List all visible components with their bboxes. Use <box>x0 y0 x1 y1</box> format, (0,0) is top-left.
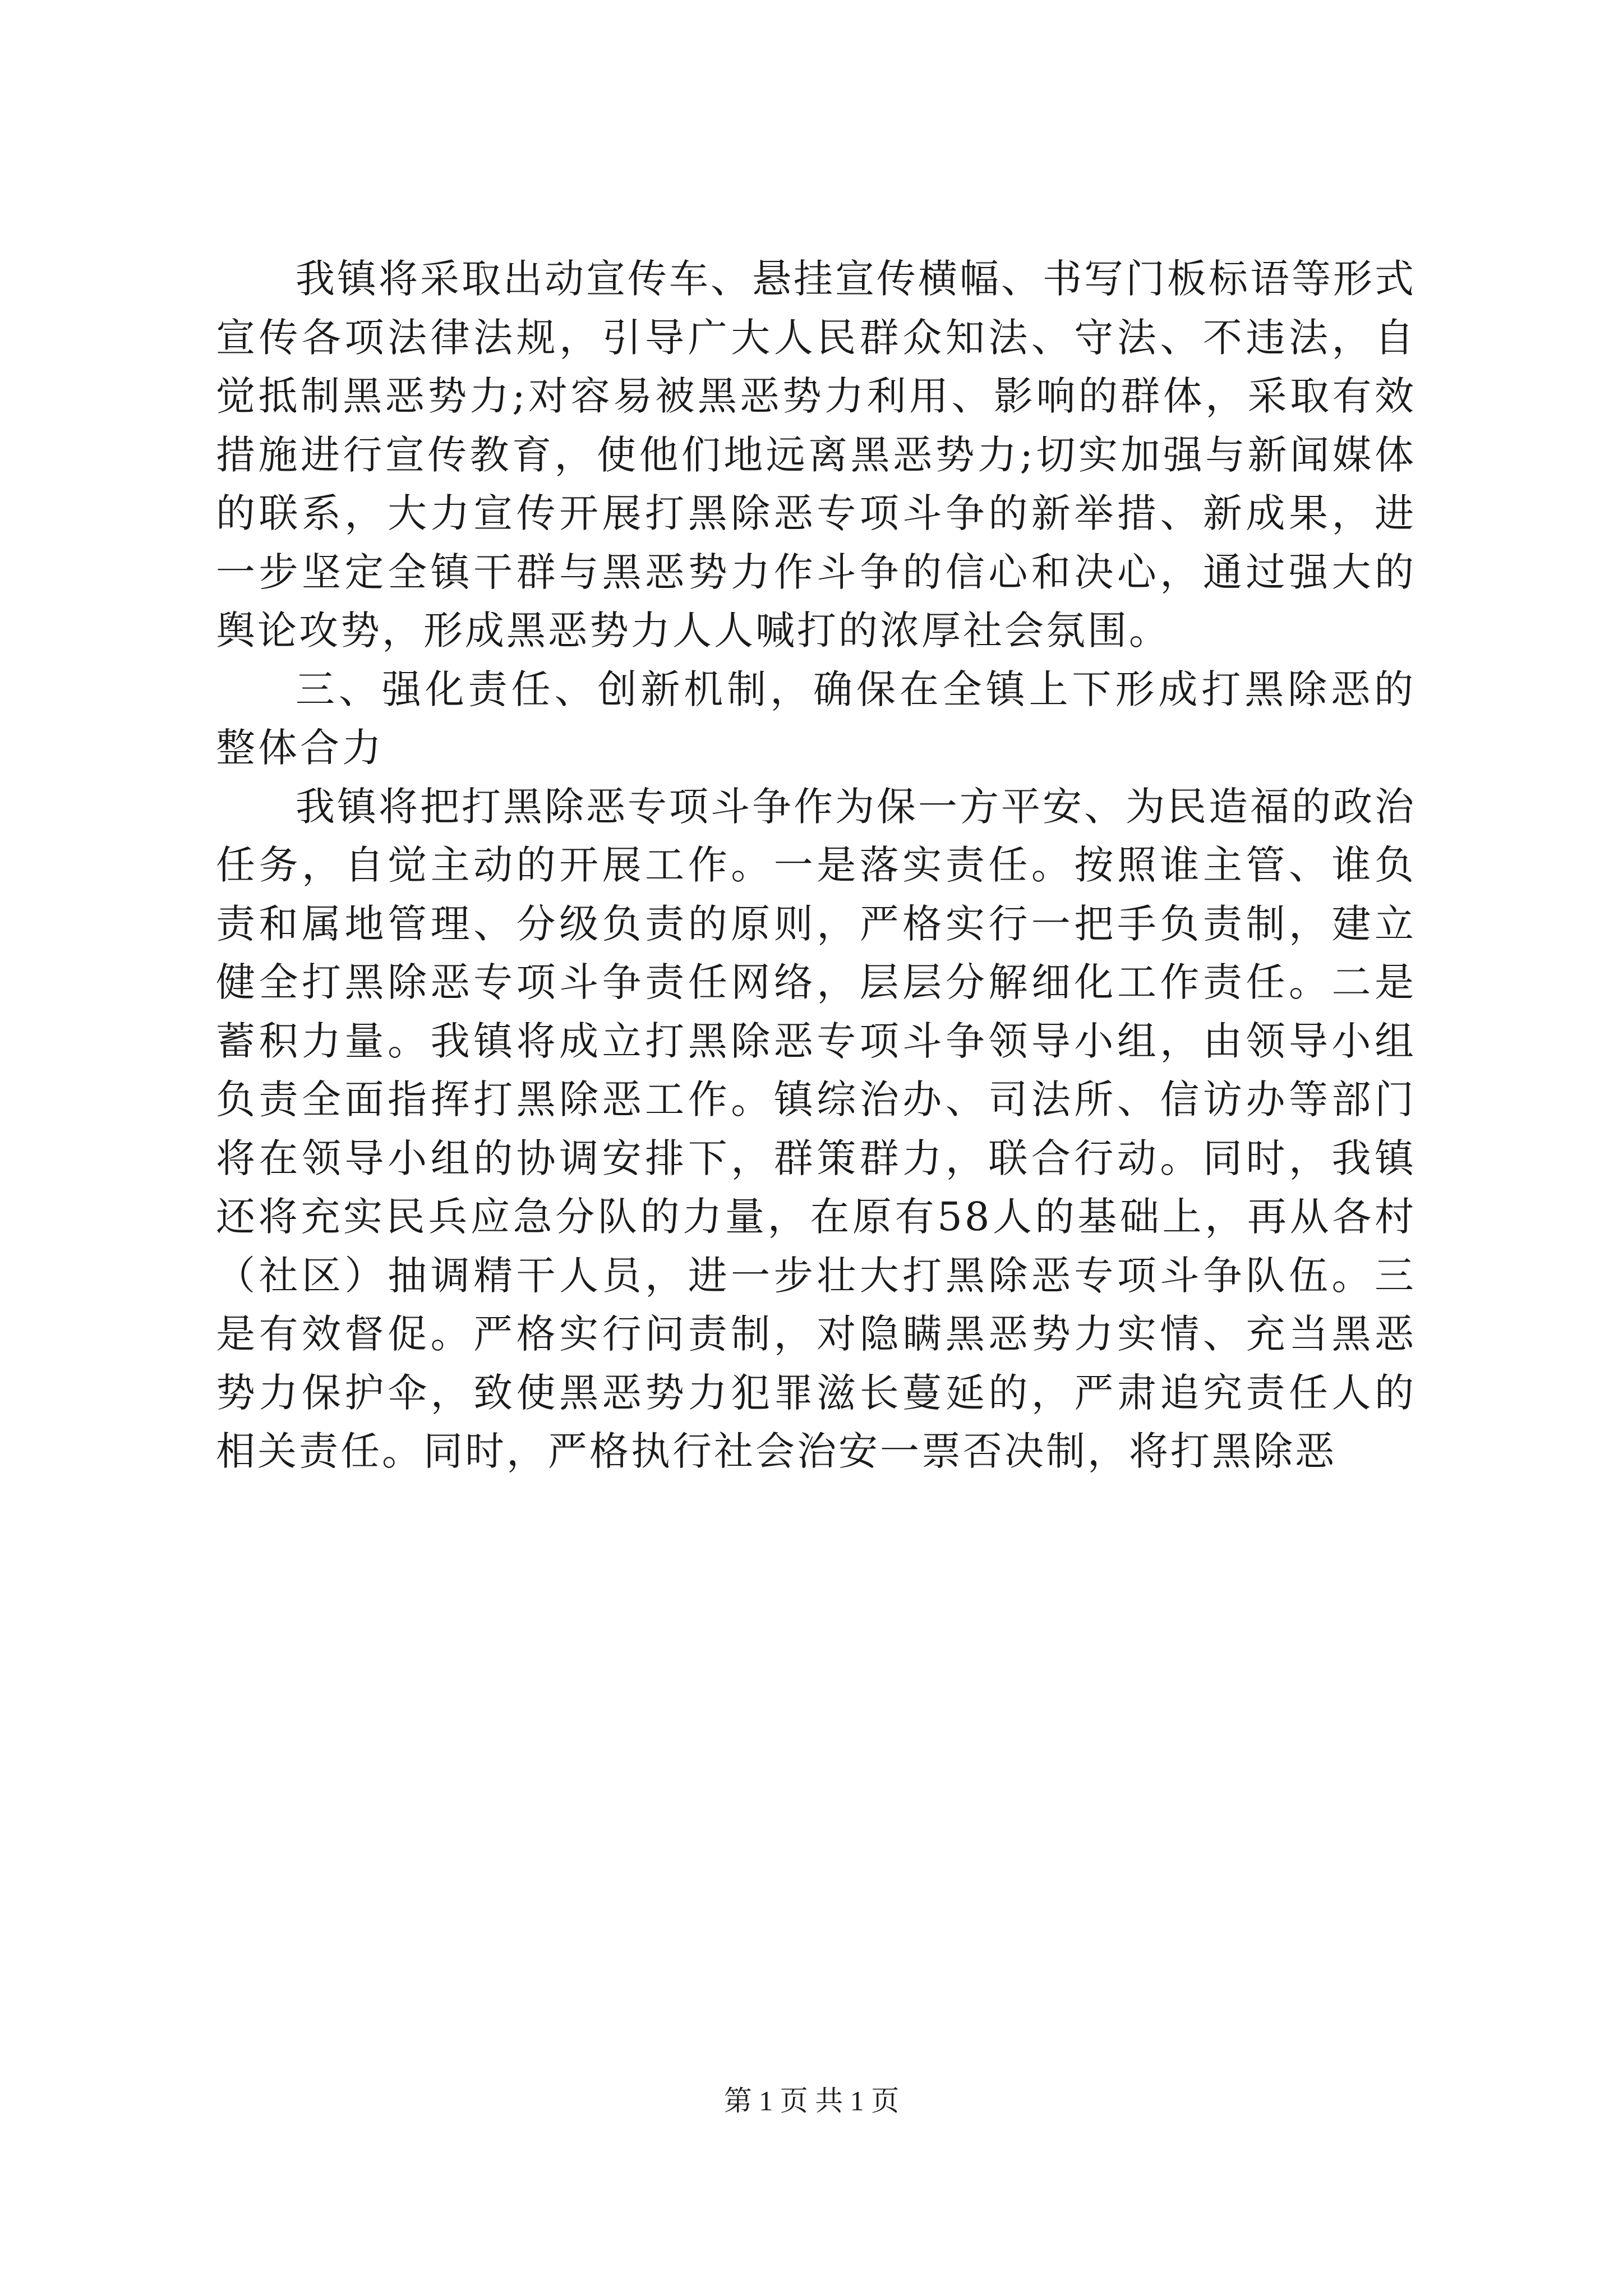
document-body <box>216 250 1416 1481</box>
paragraph-propaganda: 我镇将采取出动宣传车、悬挂宣传横幅、书写门板标语等形式宣传各项法律法规，引导广大人民群众知法、守法、不违法，自觉抵制黑恶势力;对容易被黑恶势力利用、影响的群体，采取有效措施进行宣传教育，使他们地远离黑恶势力;切实加强与新闻媒体的联系，大力宣传开展打黑除恶专项斗争的新举措、新成果，进一步坚定全镇干群与黑恶势力作斗争的信心和决心，通过强大的舆论攻势，形成黑恶势力人人喊打的浓厚社会氛围。 <box>216 256 1416 654</box>
page-footer: 第 1 页 共 1 页 <box>723 2085 900 2116</box>
section-heading-three: 三、强化责任、创新机制，确保在全镇上下形成打黑除恶的整体合力 <box>216 666 1416 771</box>
paragraph-responsibility: 我镇将把打黑除恶专项斗争作为保一方平安、为民造福的政治任务，自觉主动的开展工作。一是落实责任。按照谁主管、谁负责和属地管理、分级负责的原则，严格实行一把手负责制，建立健全打黑除恶专项斗争责任网络，层层分解细化工作责任。二是蓄积力量。我镇将成立打黑除恶专项斗争领导小组，由领导小组负责全面指挥打黑除恶工作。镇综治办、司法所、信访办等部门将在领导小组的协调安排下，群策群力，联合行动。同时，我镇还将充实民兵应急分队的力量，在原有58人的基础上，再从各村（社区）抽调精干人员，进一步壮大打黑除恶专项斗争队伍。三是有效督促。严格实行问责制，对隐瞒黑恶势力实情、充当黑恶势力保护伞，致使黑恶势力犯罪滋长蔓延的，严肃追究责任人的相关责任。同时，严格执行社会治安一票否决制，将打黑除恶 <box>216 783 1416 1474</box>
